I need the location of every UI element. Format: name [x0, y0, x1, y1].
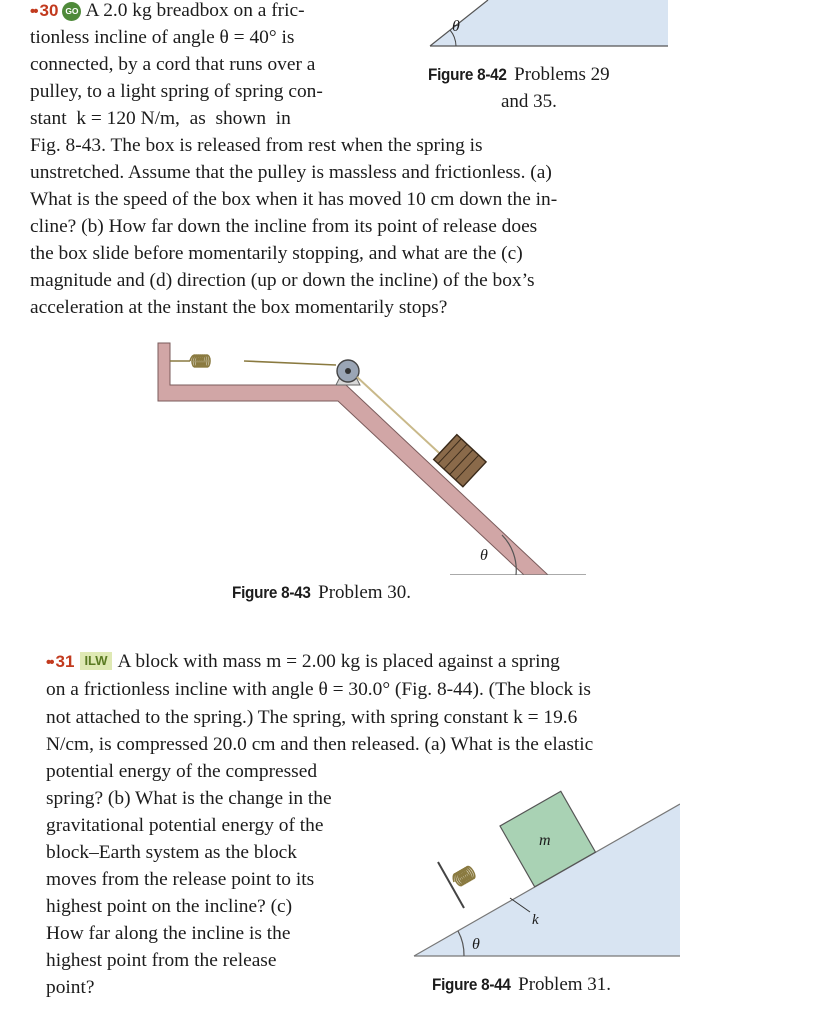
problem-30-line-8: What is the speed of the box when it has moved 10 cm down the in-: [30, 189, 558, 210]
problem-30-line-10: the box slide before momentarily stopping, and what are the (c): [30, 243, 523, 264]
problem-31-line-3: not attached to the spring.) The spring, with spring constant k = 19.6: [46, 707, 578, 728]
figure-8-42-label: Figure 8-42: [428, 65, 507, 84]
figure-8-43-label: Figure 8-43: [232, 583, 311, 602]
figure-8-42-caption: [428, 62, 610, 88]
problem-31-line-13: point?: [46, 977, 95, 998]
problem-30-line-2: tionless incline of angle θ = 40° is: [30, 27, 295, 48]
problem-31-line-12: highest point from the release: [46, 950, 277, 971]
incline-surface: [430, 0, 668, 46]
problem-30-line-3: connected, by a cord that runs over a: [30, 54, 316, 75]
figure-8-44-label: Figure 8-44: [432, 975, 511, 994]
figure-8-43-drawing: [150, 335, 590, 575]
spring: [170, 355, 336, 367]
figure-8-44-caption-text: Problem 31.: [518, 974, 612, 995]
problem-31-text: A block with mass m = 2.00 kg is placed against a spring: [117, 651, 560, 672]
problem-30-line-9: cline? (b) How far down the incline from its point of release does: [30, 216, 538, 237]
figure-8-43-angle-label: θ: [480, 547, 488, 564]
problem-30-number: 30: [39, 1, 59, 20]
problem-31-line-8: block–Earth system as the block: [46, 842, 297, 863]
figure-8-44-mass-label: m: [539, 832, 551, 849]
figure-8-42-drawing: [388, 0, 668, 50]
figure-8-43-caption-text: Problem 30.: [318, 582, 412, 603]
problem-31-number: 31: [55, 652, 75, 671]
spring: [451, 865, 477, 888]
problem-30-line-4: pulley, to a light spring of spring con-: [30, 81, 323, 102]
figure-8-44-drawing: [408, 778, 680, 958]
problem-30-text: A 2.0 kg breadbox on a fric-: [85, 0, 305, 21]
problem-31-line-1: [46, 648, 560, 676]
problem-31-line-5: potential energy of the compressed: [46, 761, 318, 782]
problem-31-line-4: N/cm, is compressed 20.0 cm and then released. (a) What is the elastic: [46, 734, 594, 755]
problem-30-line-5: stant k = 120 N/m, as shown in: [30, 108, 291, 129]
problem-31-line-9: moves from the release point to its: [46, 869, 315, 890]
figure-8-42-caption-line1: Problems 29: [514, 64, 610, 85]
problem-31-line-2: on a frictionless incline with angle θ = 30.0° (Fig. 8-44). (The block is: [46, 679, 591, 700]
problem-31-line-7: gravitational potential energy of the: [46, 815, 324, 836]
difficulty-dots: ••: [30, 3, 37, 20]
go-tutorial-icon: GO: [62, 2, 81, 21]
problem-30-line-12: acceleration at the instant the box momentarily stops?: [30, 297, 448, 318]
figure-8-44-caption: [432, 972, 611, 998]
problem-31-line-10: highest point on the incline? (c): [46, 896, 293, 917]
ilw-badge: ILW: [80, 652, 111, 670]
figure-8-42-angle-label: θ: [452, 18, 460, 35]
problem-30-line-11: magnitude and (d) direction (up or down the incline) of the box’s: [30, 270, 535, 291]
problem-30-line-7: unstretched. Assume that the pulley is massless and frictionless. (a): [30, 162, 552, 183]
difficulty-dots: ••: [46, 654, 53, 671]
problem-30-line-1: [30, 0, 305, 25]
figure-8-44-angle-label: θ: [472, 936, 480, 953]
figure-8-44-spring-label: k: [532, 912, 539, 928]
problem-31-line-11: How far along the incline is the: [46, 923, 291, 944]
problem-31-line-6: spring? (b) What is the change in the: [46, 788, 332, 809]
problem-30-line-6: Fig. 8-43. The box is released from rest when the spring is: [30, 135, 483, 156]
figure-8-42-caption-line2: and 35.: [501, 91, 557, 112]
figure-8-43-caption: [232, 580, 411, 606]
